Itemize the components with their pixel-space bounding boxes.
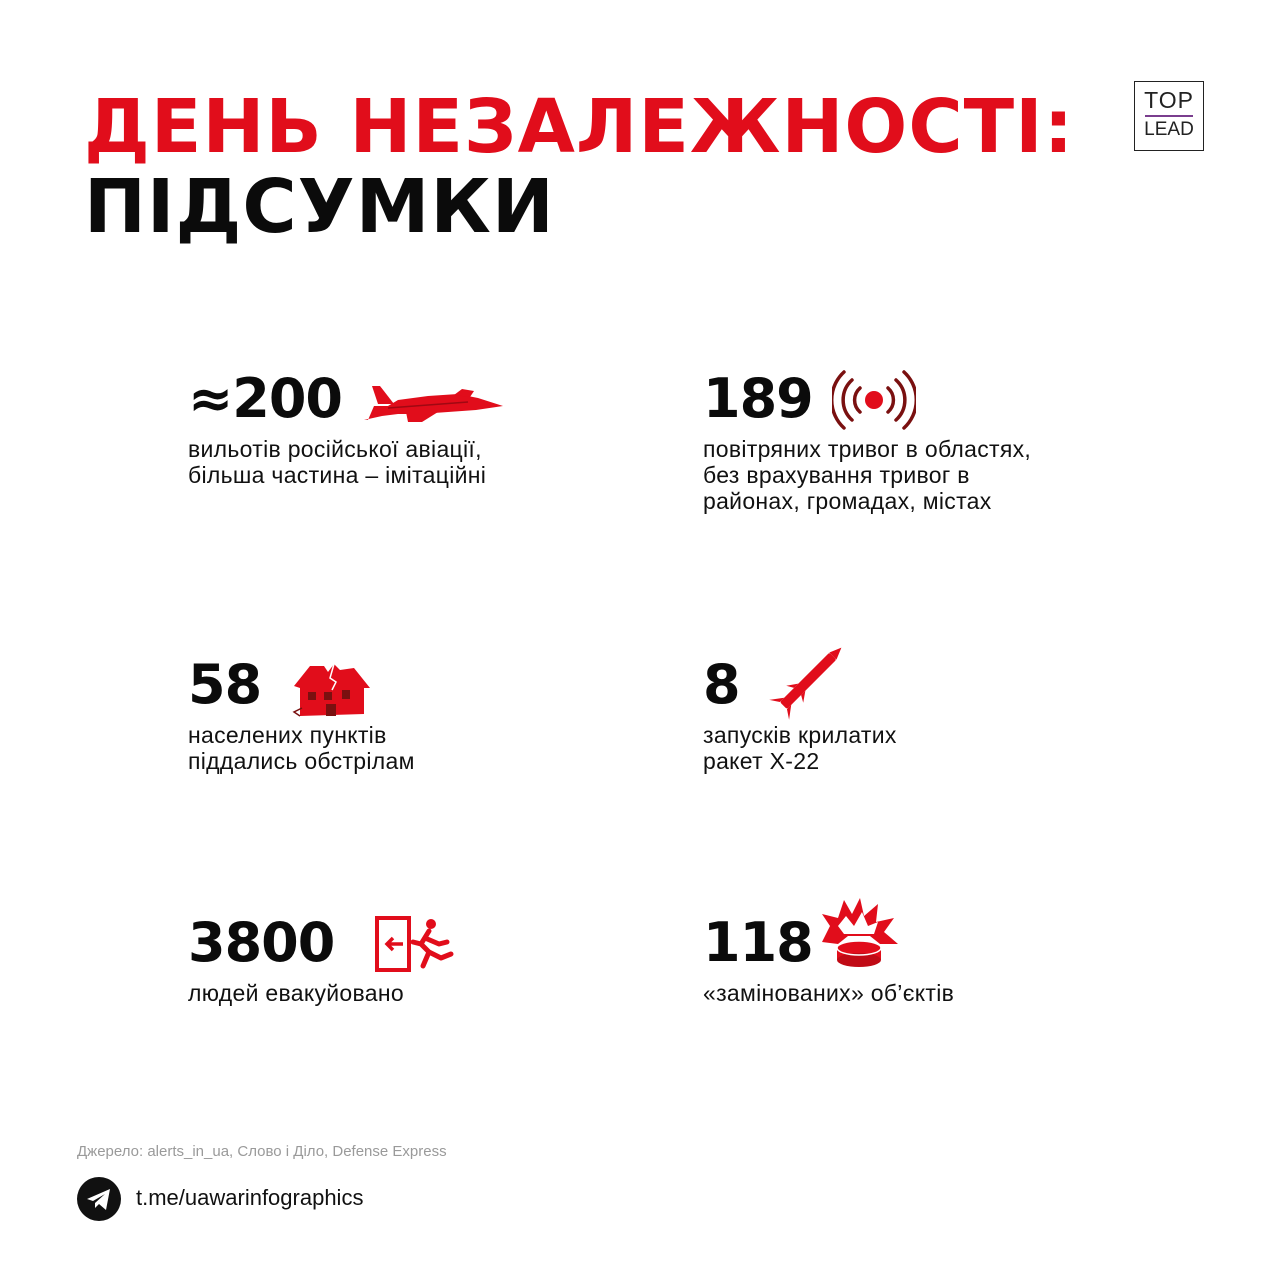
source-note: Джерело: alerts_in_ua, Слово і Діло, Defense Express	[77, 1143, 447, 1160]
evacuation-exit-icon	[373, 914, 457, 974]
stat-desc-line: районах, громадах, містах	[703, 488, 992, 514]
fighter-jet-icon	[358, 380, 506, 424]
stat-description	[703, 980, 954, 1006]
stat-number: 118	[703, 911, 813, 974]
stat-number: ≈200	[188, 367, 342, 430]
telegram-channel-link[interactable]: t.me/uawarinfographics	[136, 1185, 364, 1210]
stat-desc-line: піддались обстрілам	[188, 748, 415, 774]
stat-description	[188, 980, 404, 1006]
page-title-line1: ДЕНЬ НЕЗАЛЕЖНОСТІ:	[84, 84, 1075, 170]
stat-description	[703, 722, 897, 774]
stat-desc-line: запусків крилатих	[703, 722, 897, 748]
alarm-signal-icon	[832, 366, 916, 434]
stat-desc-line: «замінованих» об’єктів	[703, 980, 955, 1006]
landmine-explosion-icon	[818, 896, 900, 972]
stat-desc-line: населених пунктів	[188, 722, 387, 748]
stat-evacuated	[188, 911, 404, 1006]
logo-divider	[1145, 115, 1193, 117]
stat-number: 3800	[188, 911, 335, 974]
top-lead-logo	[1134, 81, 1204, 151]
stat-number: 189	[703, 367, 813, 430]
stat-desc-line: без врахування тривог в	[703, 462, 970, 488]
destroyed-house-icon	[290, 660, 372, 718]
stat-description	[188, 436, 486, 488]
stat-desc-line: людей евакуйовано	[188, 980, 404, 1006]
stat-desc-line: більша частина – імітаційні	[188, 462, 487, 488]
logo-line2: LEAD	[1144, 119, 1194, 140]
logo-line1: TOP	[1144, 87, 1194, 113]
stat-desc-line: повітряних тривог в областях,	[703, 436, 1032, 462]
stat-description	[703, 436, 1031, 514]
stat-description	[188, 722, 415, 774]
stat-desc-line: ракет Х-22	[703, 748, 820, 774]
stat-number: 58	[188, 653, 262, 716]
stat-desc-line: вильотів російської авіації,	[188, 436, 482, 462]
missile-icon	[768, 636, 854, 720]
telegram-icon[interactable]	[77, 1177, 121, 1221]
page-title-line2: ПІДСУМКИ	[84, 164, 555, 250]
stat-number: 8	[703, 653, 740, 716]
